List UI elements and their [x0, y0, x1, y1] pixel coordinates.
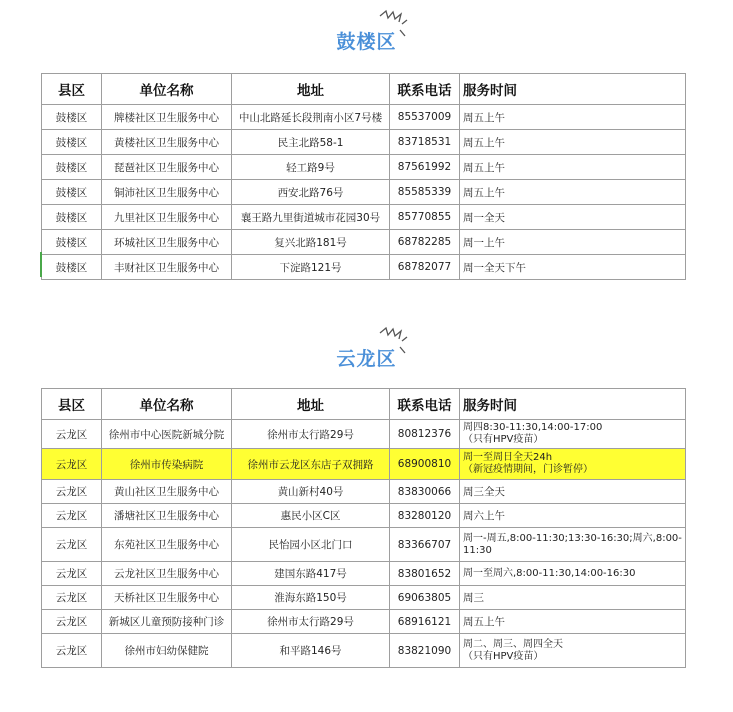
cell-unit-name: 徐州市中心医院新城分院	[102, 420, 232, 449]
cell-district: 云龙区	[42, 480, 102, 504]
cell-address: 民主北路58-1	[232, 130, 390, 155]
cell-address: 惠民小区C区	[232, 504, 390, 528]
yunlong-table	[41, 388, 686, 668]
cell-phone: 83830066	[390, 480, 460, 504]
cell-service-time: 周三全天	[460, 480, 686, 504]
cell-district: 鼓楼区	[42, 180, 102, 205]
cell-service-time: 周一上午	[460, 230, 686, 255]
cell-address: 黄山新村40号	[232, 480, 390, 504]
cell-unit-name: 铜沛社区卫生服务中心	[102, 180, 232, 205]
cell-district: 云龙区	[42, 634, 102, 668]
cell-address: 建国东路417号	[232, 562, 390, 586]
section-title-gulou: 鼓楼区	[336, 31, 397, 53]
cell-phone: 69063805	[390, 586, 460, 610]
cell-address: 淮海东路150号	[232, 586, 390, 610]
cell-district: 云龙区	[42, 504, 102, 528]
header-service-time: 服务时间	[460, 74, 686, 105]
table-header-row	[42, 74, 686, 105]
section-title-yunlong: 云龙区	[336, 348, 397, 370]
cell-district: 鼓楼区	[42, 130, 102, 155]
cell-phone: 68900810	[390, 449, 460, 480]
cell-service-time: 周三	[460, 586, 686, 610]
cell-address: 襄王路九里街道城市花园30号	[232, 205, 390, 230]
header-district: 县区	[42, 74, 102, 105]
cell-selection-marker	[40, 252, 42, 277]
cell-service-time: 周五上午	[460, 130, 686, 155]
cell-unit-name: 黄山社区卫生服务中心	[102, 480, 232, 504]
cell-service-time: 周四8:30-11:30,14:00-17:00 （只有HPV疫苗）	[460, 420, 686, 449]
cell-address: 中山北路延长段荆南小区7号楼	[232, 105, 390, 130]
cell-phone: 83821090	[390, 634, 460, 668]
spark-doodle-icon	[376, 323, 412, 359]
cell-district: 云龙区	[42, 528, 102, 562]
table-row	[42, 180, 686, 205]
cell-address: 复兴北路181号	[232, 230, 390, 255]
cell-district: 鼓楼区	[42, 255, 102, 280]
header-unit-name: 单位名称	[102, 74, 232, 105]
cell-unit-name: 九里社区卫生服务中心	[102, 205, 232, 230]
gulou-table	[41, 73, 686, 280]
table-row	[42, 255, 686, 280]
cell-phone: 80812376	[390, 420, 460, 449]
table-row	[42, 205, 686, 230]
header-service-time: 服务时间	[460, 389, 686, 420]
cell-district: 云龙区	[42, 610, 102, 634]
cell-phone: 68916121	[390, 610, 460, 634]
table-row	[42, 480, 686, 504]
table-row	[42, 230, 686, 255]
cell-unit-name: 徐州市妇幼保健院	[102, 634, 232, 668]
cell-phone: 68782285	[390, 230, 460, 255]
cell-service-time: 周六上午	[460, 504, 686, 528]
cell-phone: 83718531	[390, 130, 460, 155]
cell-unit-name: 牌楼社区卫生服务中心	[102, 105, 232, 130]
cell-phone: 87561992	[390, 155, 460, 180]
spark-doodle-icon	[376, 6, 412, 42]
cell-address: 西安北路76号	[232, 180, 390, 205]
cell-district: 云龙区	[42, 420, 102, 449]
cell-phone: 68782077	[390, 255, 460, 280]
cell-phone: 83366707	[390, 528, 460, 562]
cell-unit-name: 环城社区卫生服务中心	[102, 230, 232, 255]
cell-service-time: 周五上午	[460, 155, 686, 180]
cell-district: 云龙区	[42, 586, 102, 610]
cell-service-time: 周五上午	[460, 610, 686, 634]
cell-unit-name: 黄楼社区卫生服务中心	[102, 130, 232, 155]
cell-district: 鼓楼区	[42, 230, 102, 255]
table-row	[42, 130, 686, 155]
cell-district: 云龙区	[42, 449, 102, 480]
cell-address: 轻工路9号	[232, 155, 390, 180]
table-row	[42, 105, 686, 130]
cell-address: 徐州市太行路29号	[232, 420, 390, 449]
table-row	[42, 634, 686, 668]
cell-address: 下淀路121号	[232, 255, 390, 280]
cell-service-time: 周二、周三、周四全天 （只有HPV疫苗）	[460, 634, 686, 668]
cell-address: 徐州市云龙区东店子双拥路	[232, 449, 390, 480]
cell-service-time: 周一全天下午	[460, 255, 686, 280]
header-district: 县区	[42, 389, 102, 420]
cell-address: 徐州市太行路29号	[232, 610, 390, 634]
cell-district: 云龙区	[42, 562, 102, 586]
cell-address: 民怡园小区北门口	[232, 528, 390, 562]
cell-unit-name: 潘塘社区卫生服务中心	[102, 504, 232, 528]
table-row	[42, 449, 686, 480]
table-row	[42, 610, 686, 634]
table-header-row	[42, 389, 686, 420]
cell-phone: 83280120	[390, 504, 460, 528]
table-row	[42, 562, 686, 586]
cell-unit-name: 天桥社区卫生服务中心	[102, 586, 232, 610]
cell-service-time: 周一至周六,8:00-11:30,14:00-16:30	[460, 562, 686, 586]
header-phone: 联系电话	[390, 389, 460, 420]
cell-unit-name: 云龙社区卫生服务中心	[102, 562, 232, 586]
cell-district: 鼓楼区	[42, 205, 102, 230]
cell-unit-name: 东苑社区卫生服务中心	[102, 528, 232, 562]
cell-district: 鼓楼区	[42, 105, 102, 130]
header-address: 地址	[232, 389, 390, 420]
cell-phone: 85537009	[390, 105, 460, 130]
cell-service-time: 周一-周五,8:00-11:30;13:30-16:30;周六,8:00-11:30	[460, 528, 686, 562]
cell-service-time: 周一全天	[460, 205, 686, 230]
header-unit-name: 单位名称	[102, 389, 232, 420]
cell-address: 和平路146号	[232, 634, 390, 668]
cell-unit-name: 丰财社区卫生服务中心	[102, 255, 232, 280]
table-row	[42, 586, 686, 610]
cell-phone: 83801652	[390, 562, 460, 586]
header-phone: 联系电话	[390, 74, 460, 105]
cell-phone: 85770855	[390, 205, 460, 230]
table-row	[42, 155, 686, 180]
cell-service-time: 周一至周日全天24h （新冠疫情期间，门诊暂停）	[460, 449, 686, 480]
table-row	[42, 528, 686, 562]
cell-unit-name: 琵琶社区卫生服务中心	[102, 155, 232, 180]
cell-service-time: 周五上午	[460, 180, 686, 205]
header-address: 地址	[232, 74, 390, 105]
cell-unit-name: 新城区儿童预防接种门诊	[102, 610, 232, 634]
table-row	[42, 420, 686, 449]
cell-unit-name: 徐州市传染病院	[102, 449, 232, 480]
cell-phone: 85585339	[390, 180, 460, 205]
cell-district: 鼓楼区	[42, 155, 102, 180]
cell-service-time: 周五上午	[460, 105, 686, 130]
table-row	[42, 504, 686, 528]
